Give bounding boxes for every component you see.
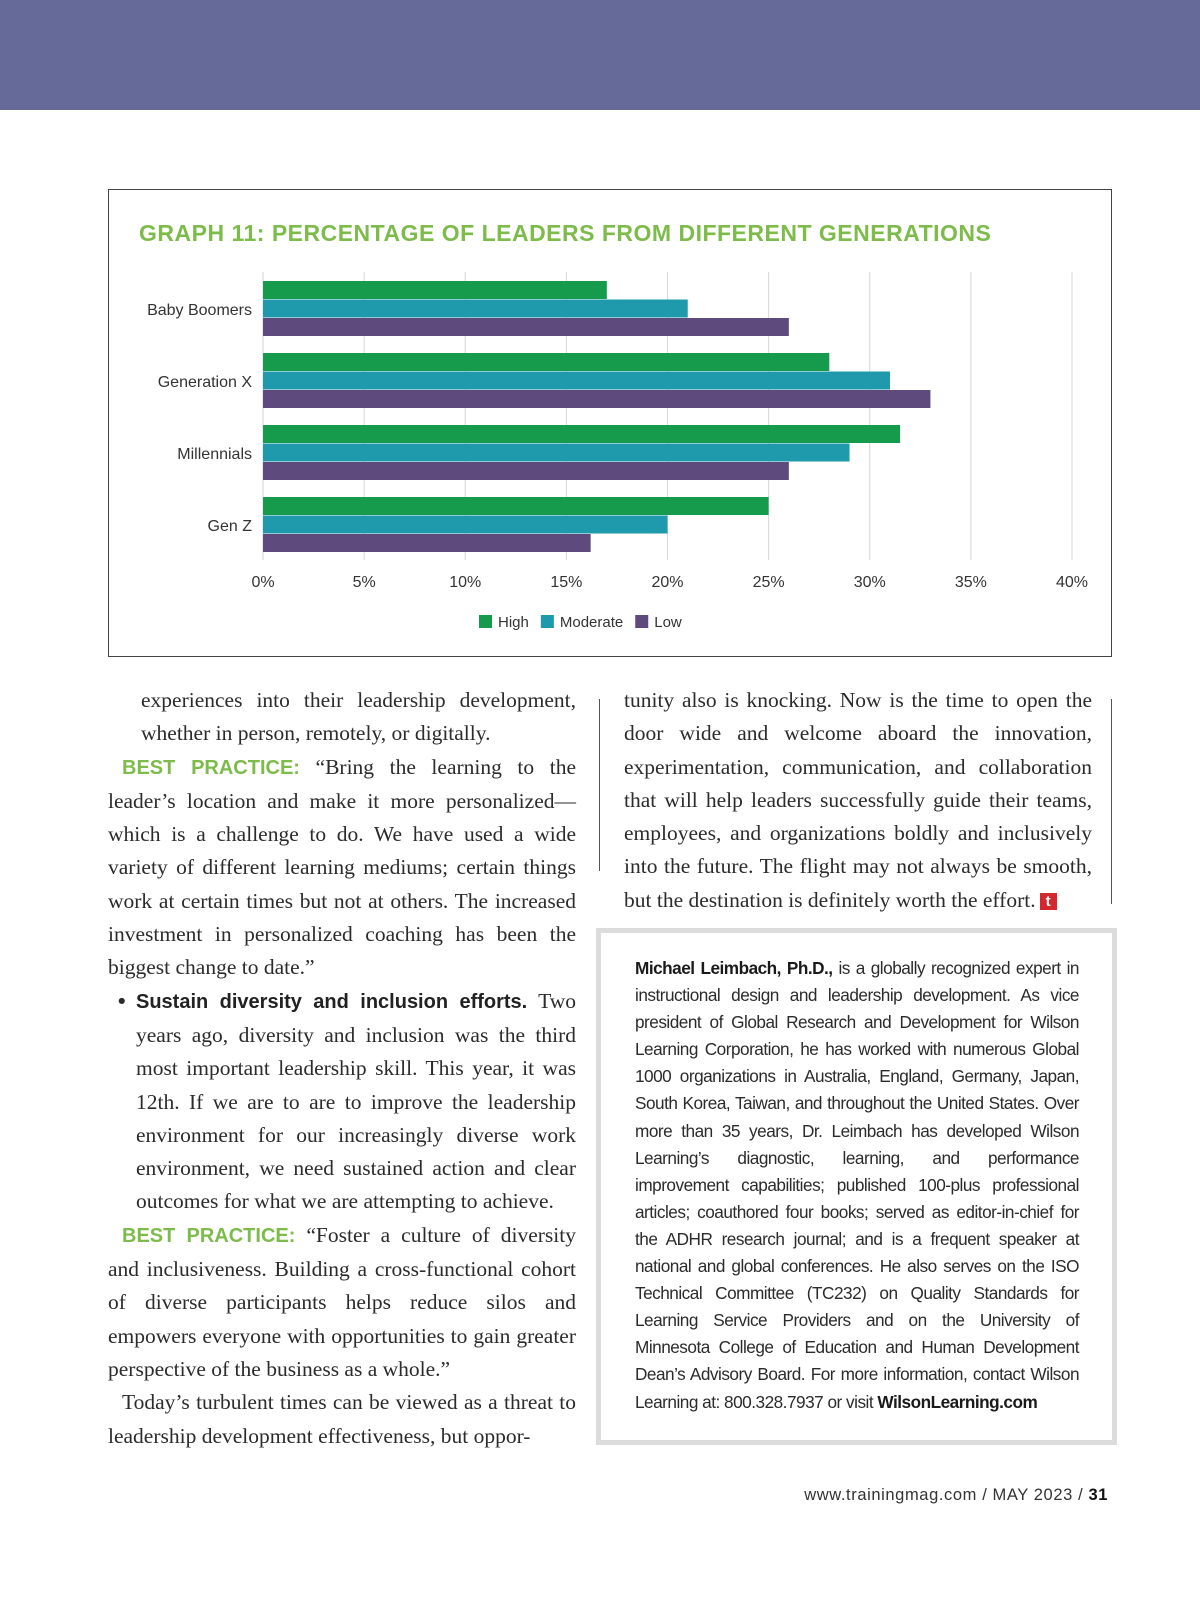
x-tick-label: 0%: [251, 574, 275, 591]
bar-low: [263, 318, 789, 336]
conclusion-paragraph: [624, 684, 1092, 917]
closing-paragraph: Today’s turbulent times can be viewed as a threat to leadership development effectiveness, but oppor-: [108, 1390, 576, 1448]
bullet-item: [108, 985, 576, 1219]
bullet-heading: Sustain diversity and inclusion efforts.: [136, 990, 528, 1013]
legend-label: High: [498, 614, 529, 631]
x-tick-label: 35%: [954, 574, 987, 591]
bullet-dot: •: [118, 988, 126, 1013]
x-tick-label: 20%: [651, 574, 684, 591]
bar-high: [263, 497, 769, 515]
category-label: Gen Z: [207, 517, 252, 535]
right-column: [624, 684, 1092, 917]
x-tick-label: 15%: [550, 574, 583, 591]
end-mark-icon: t: [1040, 893, 1057, 910]
bar-high: [263, 425, 900, 443]
bullet-text: Two years ago, diversity and inclusion was the third most important leadership skill. This year, it was 12th. If we are to are to improve the leadership environment for our increasingly diverse work environment, we need sustained action and clear outcomes for what we are attempting to achieve.: [136, 988, 576, 1214]
left-column: [108, 684, 576, 1453]
bar-low: [263, 534, 591, 552]
bar-moderate: [263, 444, 850, 462]
legend-label: Low: [654, 614, 682, 631]
bar-high: [263, 281, 607, 299]
chart-title: GRAPH 11: PERCENTAGE OF LEADERS FROM DIFFERENT GENERATIONS: [139, 220, 992, 246]
header-band: [0, 0, 1200, 110]
chart-plot: [109, 190, 1113, 658]
bar-low: [263, 390, 930, 408]
x-tick-label: 30%: [853, 574, 886, 591]
x-tick-label: 10%: [449, 574, 482, 591]
graph-11-chart: [108, 189, 1112, 657]
column-divider-left: [599, 699, 600, 871]
bar-moderate: [263, 516, 668, 534]
page-footer: [804, 1486, 1108, 1505]
best-practice-1: [108, 751, 576, 985]
author-bio: [635, 955, 1079, 1416]
column-divider-right: [1111, 699, 1112, 904]
x-tick-label: 5%: [352, 574, 376, 591]
x-tick-label: 40%: [1055, 574, 1089, 591]
best-practice-label: BEST PRACTICE:: [122, 756, 300, 779]
category-label: Baby Boomers: [147, 301, 252, 319]
page-number: 31: [1088, 1486, 1108, 1504]
bar-high: [263, 353, 829, 371]
category-label: Generation X: [157, 373, 252, 391]
best-practice-label: BEST PRACTICE:: [122, 1224, 296, 1247]
best-practice-2: [108, 1219, 576, 1386]
legend-swatch: [541, 615, 554, 628]
best-practice-2-text: “Foster a culture of diversity and inclusiveness. Building a cross-functional cohort of diverse participants helps reduce silos and empowers everyone with opportunities to gain greater perspective of the business as a whole.”: [108, 1222, 576, 1381]
legend-swatch: [479, 615, 492, 628]
author-name: Michael Leimbach, Ph.D.,: [635, 958, 833, 978]
best-practice-1-text: “Bring the learning to the leader’s location and make it more personalized—which is a challenge to do. We have used a wide variety of different learning mediums; certain things work at certain times but not at others. The increased investment in personalized coaching has been the biggest change to date.”: [108, 754, 576, 980]
x-tick-label: 25%: [752, 574, 785, 591]
legend-label: Moderate: [559, 614, 624, 631]
category-label: Millennials: [177, 445, 252, 463]
bar-moderate: [263, 300, 688, 318]
intro-paragraph: experiences into their leadership development, whether in person, remotely, or digitally.: [141, 688, 576, 746]
website-link[interactable]: WilsonLearning.com: [877, 1391, 1038, 1412]
bar-low: [263, 462, 789, 480]
footer-site: www.trainingmag.com / MAY 2023 /: [804, 1486, 1089, 1504]
bar-moderate: [263, 372, 890, 390]
legend-swatch: [635, 615, 648, 628]
author-bio-box: [596, 928, 1117, 1445]
conclusion-text: tunity also is knocking. Now is the time to open the door wide and welcome aboard the innovation, experimentation, communication, and collaboration that will help leaders successfully guide their teams, employees, and organizations boldly and inclusively into the future. The flight may not always be smooth, but the destination is definitely worth the effort.: [624, 688, 1092, 912]
author-bio-text: is a globally recognized expert in instructional design and leadership development. As vice president of Global Research and Development for Wilson Learning Corporation, he has worked with numerous Global 1000 organizations in Australia, England, Germany, Japan, South Korea, Taiwan, and throughout the United States. Over more than 35 years, Dr. Leimbach has developed Wilson Learning’s diagnostic, learning, and performance improvement capabilities; published 100-plus professional articles; coauthored four books; served as editor-in-chief for the ADHR research journal; and is a frequent speaker at national and global conferences. He also serves on the ISO Technical Committee (TC232) on Quality Standards for Learning Service Providers and on the University of Minnesota College of Education and Human Development Dean’s Advisory Board. For more information, contact Wilson Learning at: 800.328.7937 or visit: [635, 958, 1079, 1412]
